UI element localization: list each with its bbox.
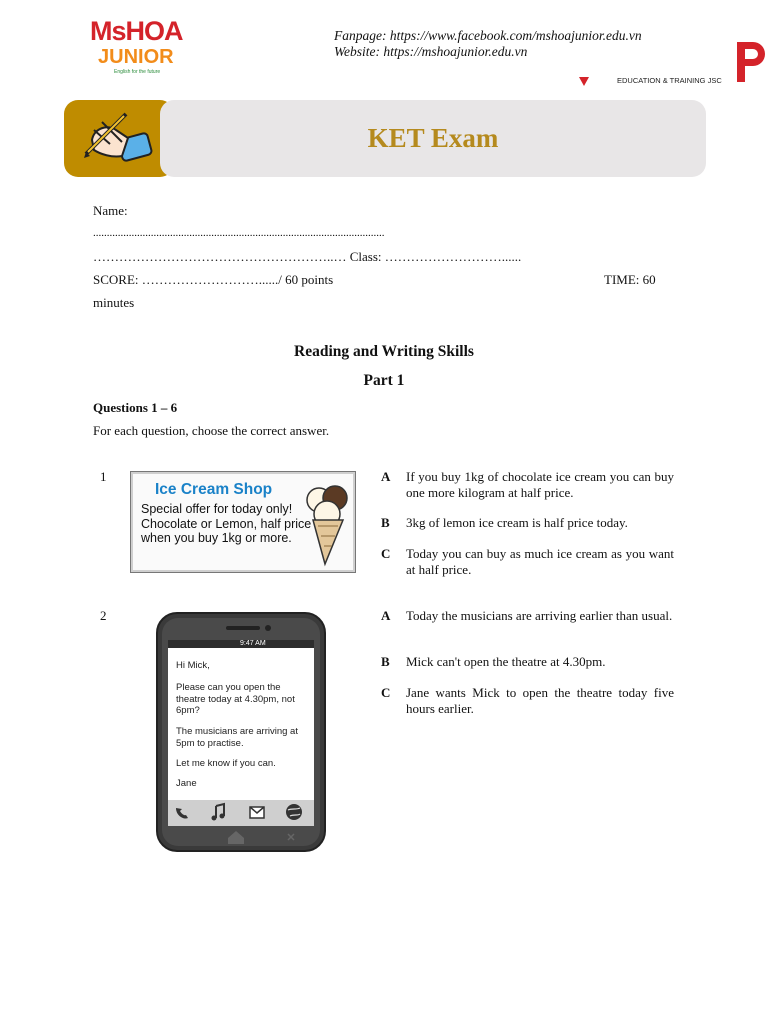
option-letter: B (381, 654, 390, 669)
message-greeting: Hi Mick, (176, 660, 210, 671)
logo-tagline: English for the future (114, 69, 161, 75)
page-title: KET Exam (367, 123, 499, 153)
option-text: Mick can't open the theatre at 4.30pm. (406, 654, 606, 669)
corner-shield-icon (578, 75, 590, 87)
logo-junior: JUNIOR (98, 46, 174, 68)
option-letter: C (381, 546, 391, 561)
question-2-number: 2 (100, 608, 107, 623)
option-text: 3kg of lemon ice cream is half price today. (406, 515, 628, 530)
option-text: Jane wants Mick to open the theatre today five hours earlier. (406, 685, 674, 716)
exam-banner (160, 100, 706, 177)
part-title: Part 1 (363, 372, 405, 389)
notice-text: Special offer for today only! Chocolate or Lemon, half price when you buy 1kg or more. (141, 502, 312, 545)
message-line-3: Let me know if you can. (176, 758, 276, 769)
ice-cream-cone-icon (301, 480, 353, 568)
question-1-number: 1 (100, 469, 107, 484)
option-letter: A (381, 608, 391, 623)
company-tagline: EDUCATION & TRAINING JSC (617, 76, 722, 85)
ice-cream-notice (130, 471, 356, 573)
message-line-1: Please can you open the theatre today at 4.30pm, not 6pm? (176, 682, 295, 716)
option-letter: A (381, 469, 391, 484)
corner-logo-icon (731, 38, 768, 84)
class-line: ………………………………………………..… Class: ………………………...... (93, 249, 522, 264)
questions-heading: Questions 1 – 6 (93, 400, 178, 415)
message-signature: Jane (176, 778, 197, 789)
option-letter: C (381, 685, 391, 700)
time-minutes: minutes (93, 295, 135, 310)
option-letter: B (381, 515, 390, 530)
notice-title: Ice Cream Shop (155, 481, 273, 498)
banner-icon-box (64, 100, 174, 177)
name-label: Name: (93, 203, 128, 218)
logo-ms-hoa: MsHOA (90, 16, 183, 46)
header-links (334, 28, 642, 60)
phone-message-image (156, 612, 326, 852)
section-title: Reading and Writing Skills (294, 343, 474, 360)
fanpage-link[interactable]: Fanpage: https://www.facebook.com/mshoajunior.edu.vn (334, 28, 642, 43)
writing-hand-icon (64, 100, 174, 177)
time-line: TIME: 60 (604, 272, 656, 287)
option-text: If you buy 1kg of chocolate ice cream you can buy one more kilogram at half price. (406, 469, 674, 500)
brand-logo (90, 16, 220, 76)
instruction-text: For each question, choose the correct answer. (93, 423, 330, 438)
name-dotted-line: .......................................................................................................... (93, 227, 385, 239)
score-line: SCORE: ………………………....../ 60 points (93, 272, 334, 287)
website-link[interactable]: Website: https://mshoajunior.edu.vn (334, 44, 528, 59)
message-line-2: The musicians are arriving at 5pm to practise. (176, 726, 298, 749)
option-text: Today you can buy as much ice cream as you want at half price. (406, 546, 674, 577)
option-text: Today the musicians are arriving earlier than usual. (406, 608, 673, 623)
phone-status-time: 9:47 AM (240, 640, 266, 647)
